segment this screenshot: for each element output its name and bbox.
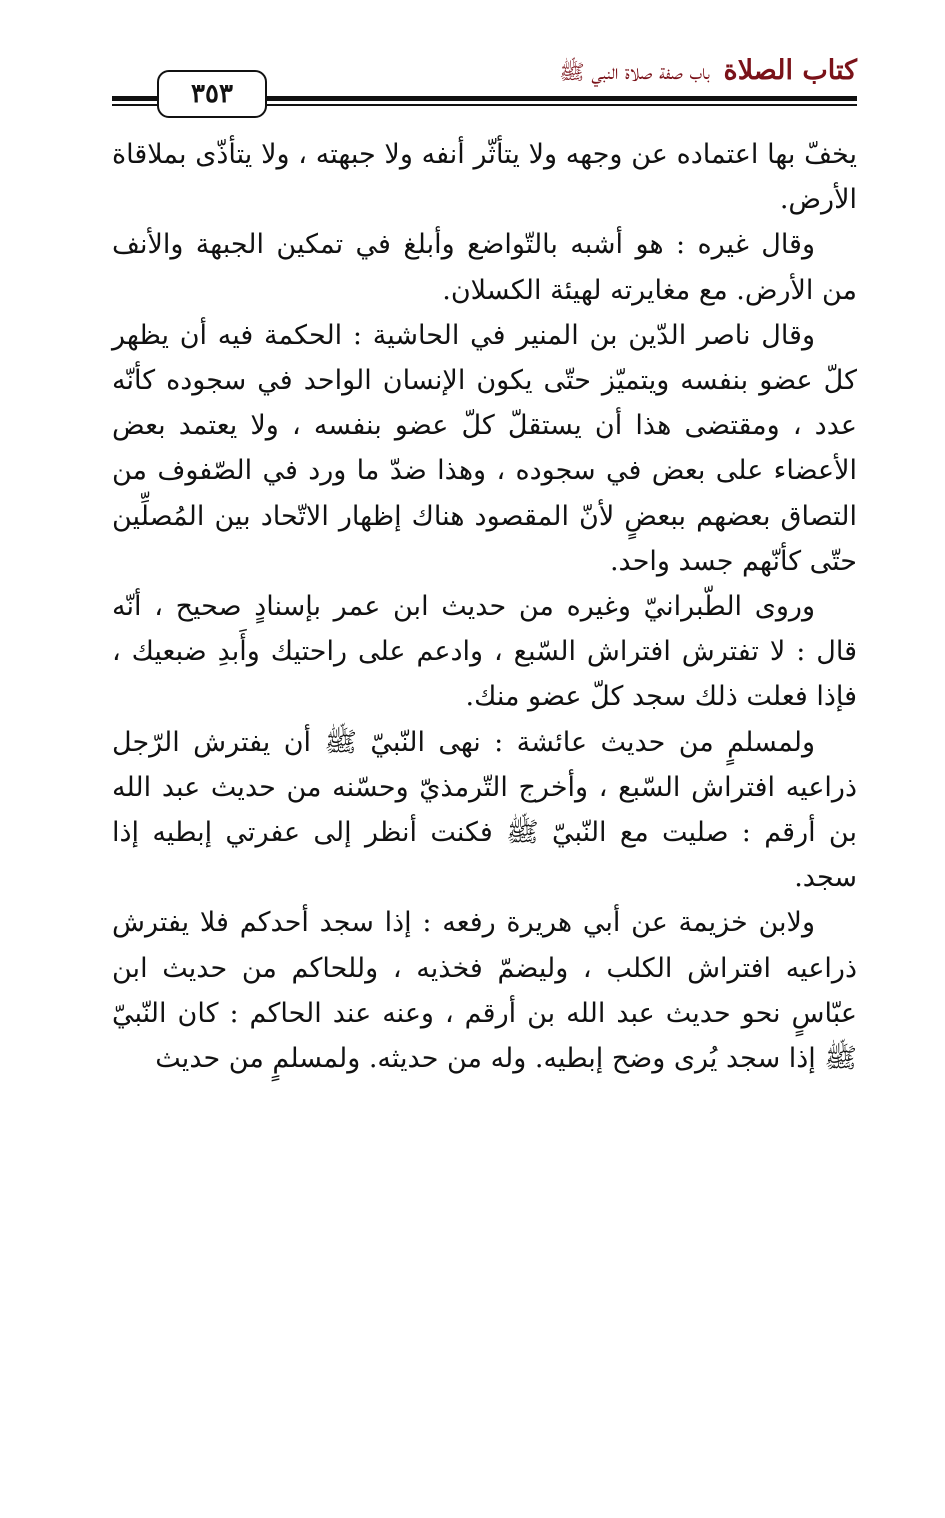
page-header xyxy=(112,50,857,125)
paragraph-2: وقال غيره : هو أشبه بالتّواضع وأبلغ في تمكين الجبهة والأنف من الأرض. مع مغايرته لهيئة الكسلان. xyxy=(112,229,857,306)
running-title xyxy=(559,54,857,89)
paragraph-5: ولمسلمٍ من حديث عائشة : نهى النّبيّ ﷺ أن يفترش الرّجل ذراعيه افتراش السّبع ، وأخرج التّرمذيّ وحسّنه من حديث عبد الله بن أرقم : صليت مع النّبيّ ﷺ فكنت أنظر إلى عفرتي إبطيه إذا سجد. xyxy=(112,726,857,894)
chapter-name: باب صفة صلاة النبي ﷺ xyxy=(559,60,710,84)
paragraph-6: ولابن خزيمة عن أبي هريرة رفعه : إذا سجد أحدكم فلا يفترش ذراعيه افتراش الكلب ، وليضمّ فخذيه ، وللحاكم من حديث ابن عبّاسٍ نحو حديث عبد الله بن أرقم ، وعنه عند الحاكم : كان النّبيّ ﷺ إذا سجد يُرى وضح إبطيه. وله من حديثه. ولمسلمٍ من حديث xyxy=(112,907,857,1075)
page-body xyxy=(112,132,857,1081)
paragraph-4: وروى الطّبرانيّ وغيره من حديث ابن عمر بإسنادٍ صحيح ، أنّه قال : لا تفترش افتراش السّبع ، وادعم على راحتيك وأَبدِ ضبعيك ، فإذا فعلت ذلك سجد كلّ عضو منك. xyxy=(112,591,857,713)
paragraph-1: يخفّ بها اعتماده عن وجهه ولا يتأثّر أنفه ولا جبهته ، ولا يتأذّى بملاقاة الأرض. xyxy=(112,139,857,216)
paragraph-3: وقال ناصر الدّين بن المنير في الحاشية : الحكمة فيه أن يظهر كلّ عضو بنفسه ويتميّز حتّى يكون الإنسان الواحد في سجوده كأنّه عدد ، ومقتضى هذا أن يستقلّ كلّ عضو بنفسه ، ولا يعتمد بعض الأعضاء على بعض في سجوده ، وهذا ضدّ ما ورد في الصّفوف من التصاق بعضهم ببعضٍ لأنّ المقصود هناك إظهار الاتّحاد بين المُصلِّين حتّى كأنّهم جسد واحد. xyxy=(112,319,857,577)
page-number: ٣٥٣ xyxy=(157,70,267,118)
book-name: كتاب الصلاة xyxy=(723,55,857,86)
